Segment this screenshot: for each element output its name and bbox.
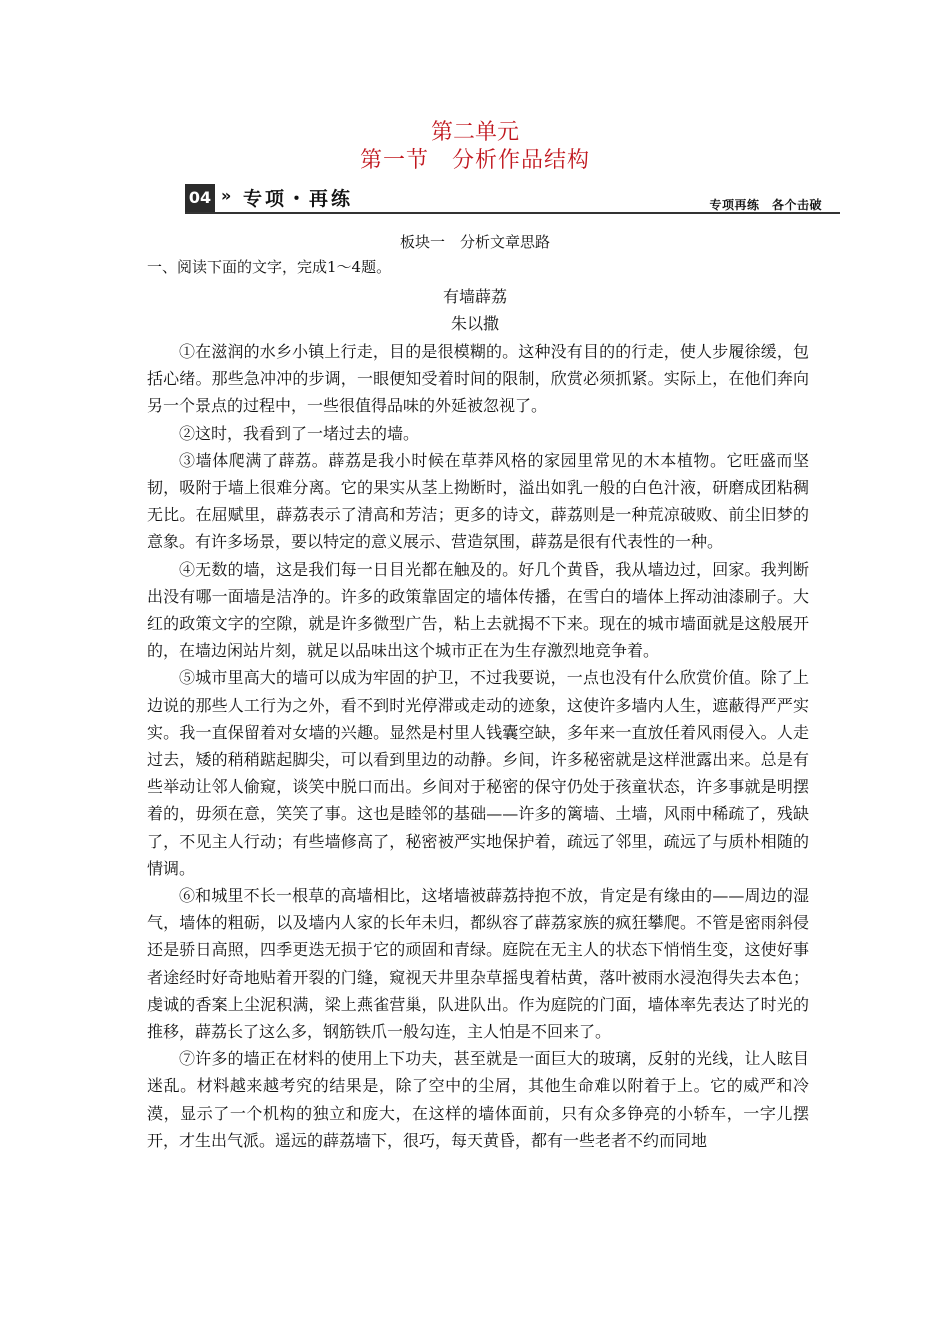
banner-right-text: 专项再练 各个击破: [709, 198, 822, 212]
paragraph-7: ⑦许多的墙正在材料的使用上下功夫，甚至就是一面巨大的玻璃，反射的光线，让人眩目迷乱。材料越来越考究的结果是，除了空中的尘屑，其他生命难以附着于上。它的威严和冷漠，显示了一个机构的独立和庞大，在这样的墙体面前，只有众多铮亮的小轿车，一字儿摆开，才生出气派。遥远的薜荔墙下，很巧，每天黄昏，都有一些老者不约而同地: [147, 1049, 809, 1150]
article-body: [147, 338, 809, 1154]
block-title: 板块一 分析文章思路: [399, 233, 550, 251]
section-title: 第一节 分析作品结构: [359, 148, 590, 173]
unit-title: 第二单元: [430, 120, 519, 145]
banner-label: 专项・再练: [243, 188, 354, 210]
paragraph-5: ⑤城市里高大的墙可以成为牢固的护卫，不过我要说，一点也没有什么欣赏价值。除了上边说的那些人工行为之外，看不到时光停滞或走动的迹象，这使许多墙内人生，遮蔽得严严实实。我一直保留着对女墙的兴趣。显然是村里人钱囊空缺，多年来一直放任着风雨侵入。人走过去，矮的稍稍踮起脚尖，可以看到里边的动静。乡间，许多秘密就是这样泄露出来。总是有些举动让邻人偷窥，谈笑中脱口而出。乡间对于秘密的保守仍处于孩童状态，许多事就是明摆着的，毋须在意，笑笑了事。这也是睦邻的基础——许多的篱墙、土墙，风雨中稀疏了，残缺了，不见主人行动；有些墙修高了，秘密被严实地保护着，疏远了邻里，疏远了与质朴相随的情调。: [147, 668, 809, 878]
banner-divider: [185, 212, 840, 214]
question-intro: 一、阅读下面的文字，完成1～4题。: [147, 258, 392, 276]
practice-banner: [185, 184, 840, 214]
article-title: 有墙薜荔: [442, 287, 507, 306]
paragraph-3: ③墙体爬满了薜荔。薜荔是我小时候在草莽风格的家园里常见的木本植物。它旺盛而坚韧，吸附于墙上很难分离。它的果实从茎上拗断时，溢出如乳一般的白色汁液，研磨成团粘稠无比。在屈赋里，薜荔表示了清高和芳洁；更多的诗文，薜荔则是一种荒凉破败、前尘旧梦的意象。有许多场景，要以特定的意义展示、营造氛围，薜荔是很有代表性的一种。: [147, 450, 809, 552]
paragraph-2: ②这时，我看到了一堵过去的墙。: [179, 423, 420, 443]
banner-number-badge: 04: [185, 184, 215, 212]
paragraph-1: ①在滋润的水乡小镇上行走，目的是很模糊的。这种没有目的的行走，使人步履徐缓，包括心绪。那些急冲冲的步调，一眼便知受着时间的限制，欣赏必须抓紧。实际上，在他们奔向另一个景点的过程中，一些很值得品味的外延被忽视了。: [147, 342, 809, 416]
paragraph-6: ⑥和城里不长一根草的高墙相比，这堵墙被薜荔持抱不放，肯定是有缘由的——周边的湿气，墙体的粗砺，以及墙内人家的长年未归，都纵容了薜荔家族的疯狂攀爬。不管是密雨斜侵还是骄日高照，四季更迭无损于它的顽固和青绿。庭院在无主人的状态下悄悄生变，这使好事者途经时好奇地贴着开裂的门缝，窥视天井里杂草摇曳着枯黄，落叶被雨水浸泡得失去本色；虔诚的香案上尘泥积满，梁上燕雀营巢，队进队出。作为庭院的门面，墙体率先表达了时光的推移，薜荔长了这么多，钢筋铁爪一般勾连，主人怕是不回来了。: [147, 886, 809, 1042]
paragraph-4: ④无数的墙，这是我们每一日目光都在触及的。好几个黄昏，我从墙边过，回家。我判断出没有哪一面墙是洁净的。许多的政策靠固定的墙体传播，在雪白的墙体上挥动油漆刷子。大红的政策文字的空隙，就是许多微型广告，粘上去就揭不下来。现在的城市墙面就是这般展开的，在墙边闲站片刻，就足以品味出这个城市正在为生存激烈地竞争着。: [147, 559, 809, 661]
banner-arrow-icon: »: [221, 186, 232, 205]
article-author: 朱以撒: [450, 314, 499, 333]
